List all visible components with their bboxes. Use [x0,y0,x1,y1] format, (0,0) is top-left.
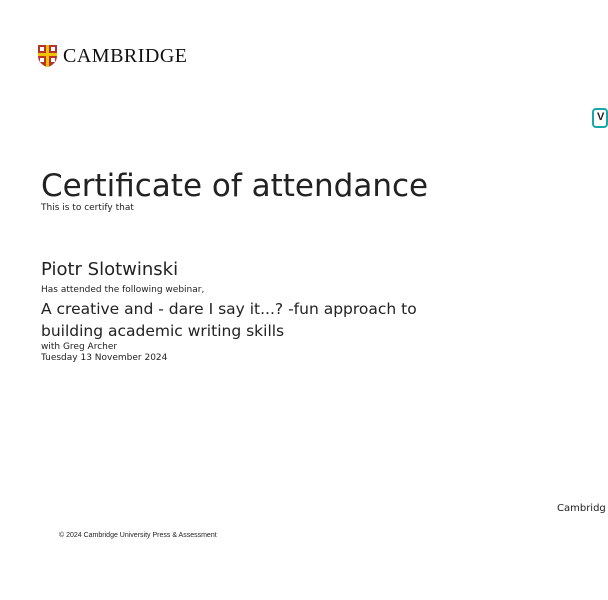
cambridge-logo [37,44,188,68]
edge-text: Cambridg [557,503,606,514]
certificate-title: Certificate of attendance [41,168,429,204]
attendee-name: Piotr Slotwinski [41,259,179,280]
webinar-title: A creative and - dare I say it...? -fun approach to building academic writing skills [41,300,417,340]
edge-badge [592,108,608,128]
presenter-line: with Greg Archer [41,342,118,352]
shield-icon [37,44,58,68]
webinar-date: Tuesday 13 November 2024 [41,353,168,363]
edge-badge-text: V [597,111,605,123]
logo-wordmark: CAMBRIDGE [63,45,188,67]
certify-intro: This is to certify that [41,203,134,213]
copyright-notice: © 2024 Cambridge University Press & Assessment [59,532,217,539]
attended-line: Has attended the following webinar, [41,285,205,295]
